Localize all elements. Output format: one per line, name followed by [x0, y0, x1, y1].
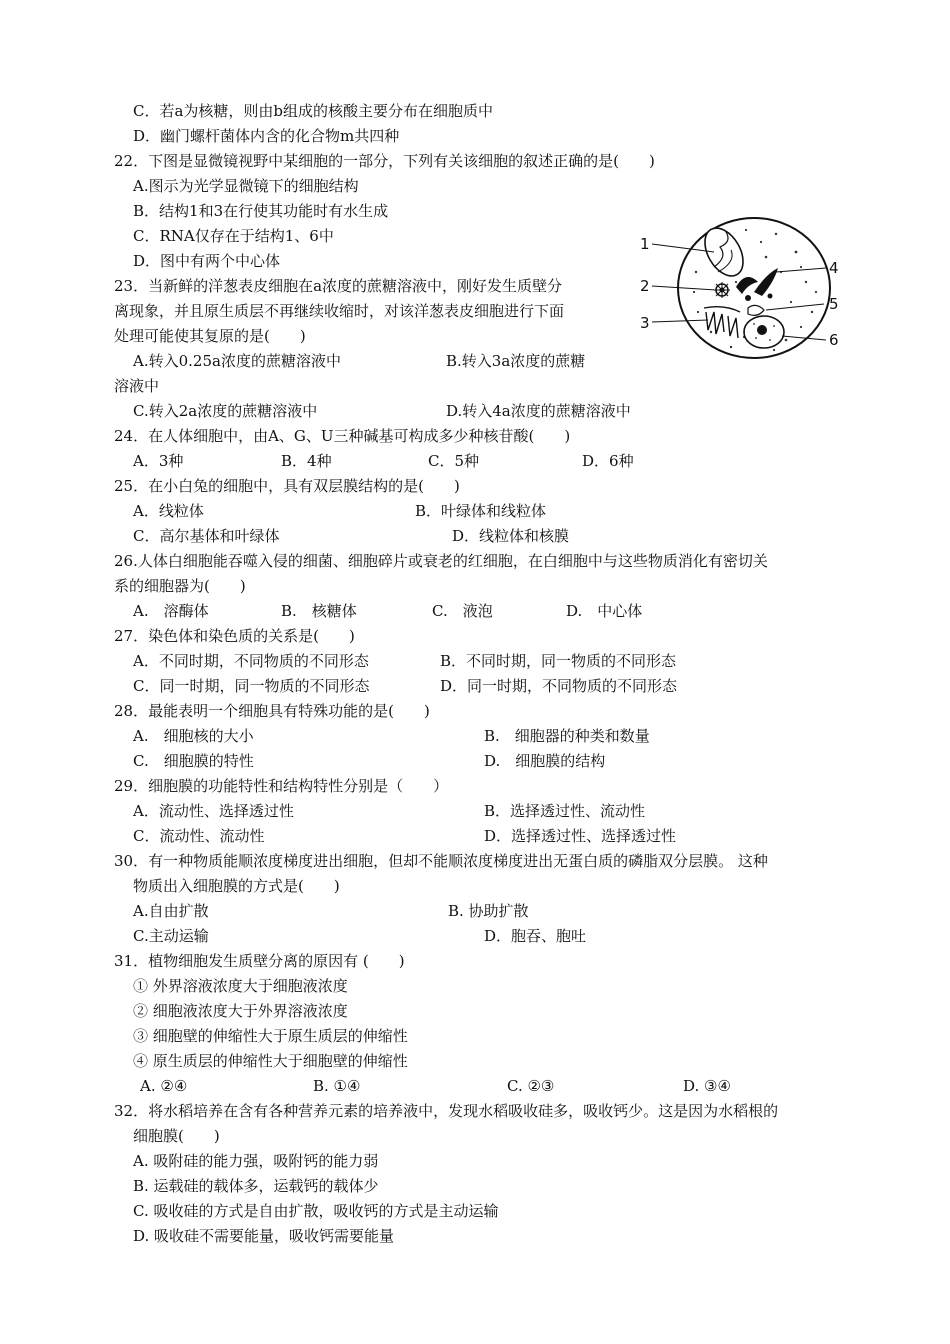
- question-31-option-a: A. ②④: [140, 1077, 188, 1095]
- question-30-option-b: B. 协助扩散: [448, 902, 529, 920]
- question-23-option-a: A.转入0.25a浓度的蔗糖溶液中: [133, 352, 341, 370]
- question-32-stem-line-1: 32．将水稻培养在含有各种营养元素的培养液中，发现水稻吸收硅多，吸收钙少。这是因为水稻根的: [114, 1102, 779, 1120]
- question-29-stem: 29．细胞膜的功能特性和结构特性分别是（ ）: [114, 777, 449, 795]
- question-22-stem: 22．下图是显微镜视野中某细胞的一部分，下列有关该细胞的叙述正确的是( ): [114, 152, 655, 170]
- question-28-option-a: A. 细胞核的大小: [133, 727, 254, 745]
- centrosome-structure-2: [714, 282, 730, 298]
- question-31-statement-1: ① 外界溶液浓度大于细胞液浓度: [133, 977, 348, 995]
- question-22-option-c: C．RNA仅存在于结构1、6中: [133, 227, 334, 245]
- question-25-option-b: B．叶绿体和线粒体: [415, 502, 547, 520]
- question-25-stem: 25．在小白兔的细胞中，具有双层膜结构的是( ): [114, 477, 460, 495]
- question-26-option-c: C. 液泡: [432, 602, 493, 620]
- question-22-option-d: D．图中有两个中心体: [133, 252, 281, 270]
- question-30-stem-line-1: 30．有一种物质能顺浓度梯度进出细胞，但却不能顺浓度梯度进出无蛋白质的磷脂双分层膜。 这种: [114, 852, 768, 870]
- question-24-option-c: C．5种: [428, 452, 480, 470]
- question-28-stem: 28．最能表明一个细胞具有特殊功能的是( ): [114, 702, 430, 720]
- question-31-stem: 31．植物细胞发生质壁分离的原因有 ( ): [114, 952, 405, 970]
- diagram-label-5: 5: [829, 295, 839, 313]
- question-25-option-d: D．线粒体和核膜: [452, 527, 570, 545]
- question-32-option-c: C. 吸收硅的方式是自由扩散，吸收钙的方式是主动运输: [133, 1202, 499, 1220]
- question-22-option-a: A.图示为光学显微镜下的细胞结构: [133, 177, 359, 195]
- question-31-option-d: D. ③④: [683, 1077, 731, 1095]
- question-26-option-d: D. 中心体: [566, 602, 643, 620]
- nucleus-structure-6: [744, 316, 784, 348]
- question-23-stem-line-1: 23．当新鲜的洋葱表皮细胞在a浓度的蔗糖溶液中，刚好发生质壁分: [114, 277, 563, 295]
- question-28-option-c: C. 细胞膜的特性: [133, 752, 254, 770]
- question-24-option-a: A．3种: [133, 452, 184, 470]
- question-32-option-d: D. 吸收硅不需要能量，吸收钙需要能量: [133, 1227, 395, 1245]
- question-27-stem: 27．染色体和染色质的关系是( ): [114, 627, 355, 645]
- question-24-stem: 24．在人体细胞中，由A、G、U三种碱基可构成多少种核苷酸( ): [114, 427, 571, 445]
- question-22-option-b: B．结构1和3在行使其功能时有水生成: [133, 202, 389, 220]
- question-24-option-b: B．4种: [281, 452, 332, 470]
- question-23-option-b-wrap: 溶液中: [114, 377, 160, 395]
- diagram-label-2: 2: [640, 277, 650, 295]
- question-21-option-d: D．幽门螺杆菌体内含的化合物m共四种: [133, 127, 400, 145]
- question-31-statement-3: ③ 细胞壁的伸缩性大于原生质层的伸缩性: [133, 1027, 408, 1045]
- question-25-option-c: C．高尔基体和叶绿体: [133, 527, 280, 545]
- question-28-option-b: B. 细胞器的种类和数量: [484, 727, 650, 745]
- question-30-stem-line-2: 物质出入细胞膜的方式是( ): [133, 877, 340, 895]
- question-29-option-a: A．流动性、选择透过性: [133, 802, 294, 820]
- question-23-option-b: B.转入3a浓度的蔗糖: [446, 352, 586, 370]
- question-31-option-b: B. ①④: [313, 1077, 361, 1095]
- question-23-stem-line-3: 处理可能使其复原的是( ): [114, 327, 306, 345]
- question-30-option-d: D．胞吞、胞吐: [484, 927, 587, 945]
- question-26-option-b: B. 核糖体: [281, 602, 357, 620]
- question-21-option-c: C．若a为核糖，则由b组成的核酸主要分布在细胞质中: [133, 102, 494, 120]
- question-27-option-d: D．同一时期，不同物质的不同形态: [440, 677, 678, 695]
- question-29-option-c: C．流动性、流动性: [133, 827, 265, 845]
- question-30-option-a: A.自由扩散: [133, 902, 209, 920]
- diagram-label-4: 4: [829, 259, 839, 277]
- cell-diagram-svg: [636, 212, 846, 362]
- question-31-statement-4: ④ 原生质层的伸缩性大于细胞壁的伸缩性: [133, 1052, 408, 1070]
- diagram-label-1: 1: [640, 235, 650, 253]
- diagram-label-3: 3: [640, 314, 650, 332]
- question-31-statement-2: ② 细胞液浓度大于外界溶液浓度: [133, 1002, 348, 1020]
- question-32-option-b: B. 运载硅的载体多，运载钙的载体少: [133, 1177, 379, 1195]
- cell-diagram: [636, 212, 846, 362]
- question-24-option-d: D．6种: [582, 452, 634, 470]
- question-26-option-a: A. 溶酶体: [133, 602, 209, 620]
- question-29-option-b: B．选择透过性、流动性: [484, 802, 646, 820]
- question-27-option-a: A．不同时期，不同物质的不同形态: [133, 652, 369, 670]
- question-27-option-b: B．不同时期，同一物质的不同形态: [440, 652, 677, 670]
- question-26-stem-line-1: 26.人体白细胞能吞噬入侵的细菌、细胞碎片或衰老的红细胞，在白细胞中与这些物质消化有密切关: [114, 552, 768, 570]
- question-26-stem-line-2: 系的细胞器为( ): [114, 577, 246, 595]
- question-23-option-d: D.转入4a浓度的蔗糖溶液中: [446, 402, 631, 420]
- question-28-option-d: D. 细胞膜的结构: [484, 752, 606, 770]
- question-29-option-d: D．选择透过性、选择透过性: [484, 827, 677, 845]
- question-31-option-c: C. ②③: [507, 1077, 555, 1095]
- question-23-stem-line-2: 离现象，并且原生质层不再继续收缩时，对该洋葱表皮细胞进行下面: [114, 302, 565, 320]
- question-25-option-a: A．线粒体: [133, 502, 204, 520]
- question-32-stem-line-2: 细胞膜( ): [133, 1127, 220, 1145]
- diagram-label-6: 6: [829, 331, 839, 349]
- question-30-option-c: C.主动运输: [133, 927, 209, 945]
- question-27-option-c: C．同一时期，同一物质的不同形态: [133, 677, 370, 695]
- question-23-option-c: C.转入2a浓度的蔗糖溶液中: [133, 402, 318, 420]
- question-32-option-a: A. 吸附硅的能力强，吸附钙的能力弱: [133, 1152, 379, 1170]
